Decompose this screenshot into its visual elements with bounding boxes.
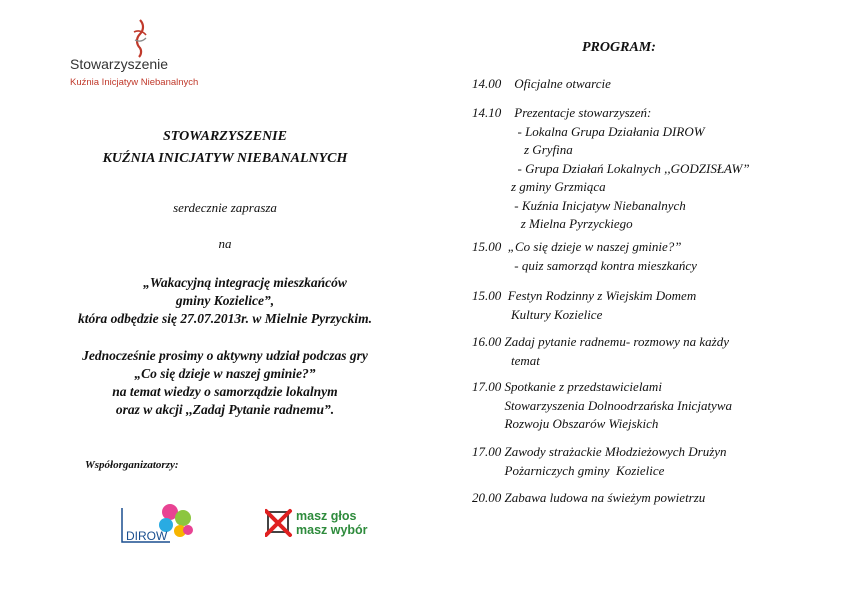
event-line: „Wakacyjną integrację mieszkańców bbox=[143, 275, 347, 290]
program-item bbox=[472, 75, 611, 94]
program-item-line: z Mielna Pyrzyckiego bbox=[472, 216, 633, 231]
dirow-logo-icon bbox=[120, 500, 200, 550]
logo-subtitle: Kuźnia Inicjatyw Niebanalnych bbox=[70, 77, 199, 88]
program-item bbox=[472, 489, 705, 508]
title-line: STOWARZYSZENIE bbox=[163, 129, 287, 144]
note-line: na temat wiedzy o samorządzie lokalnym bbox=[112, 384, 338, 399]
program-item bbox=[472, 333, 729, 370]
program-item bbox=[472, 378, 732, 434]
masz-glos-logo bbox=[296, 509, 368, 537]
program-item bbox=[472, 443, 727, 480]
masz-line: masz głos bbox=[296, 509, 357, 523]
program-item-line: temat bbox=[472, 352, 540, 368]
program-item-line: 17.00 Spotkanie z przedstawicielami bbox=[472, 379, 662, 394]
invitation-title bbox=[40, 126, 410, 170]
program-item-line: Stowarzyszenia Dolnoodrzańska Inicjatywa bbox=[472, 397, 732, 413]
coorganizers-label: Współorganizatorzy: bbox=[85, 459, 179, 471]
logo-name: Stowarzyszenie bbox=[70, 56, 169, 72]
dirow-logo-text: DIROW bbox=[126, 529, 168, 543]
program-heading: PROGRAM: bbox=[582, 40, 656, 55]
program-item bbox=[472, 104, 750, 234]
invites-text: serdecznie zaprasza bbox=[173, 200, 277, 215]
note-line: oraz w akcji ,,Zadaj Pytanie radnemu”. bbox=[115, 402, 335, 417]
program-item-line: z gminy Grzmiąca bbox=[472, 179, 606, 194]
to-text: na bbox=[218, 236, 232, 251]
note-line: Jednocześnie prosimy o aktywny udział podczas gry bbox=[82, 348, 368, 363]
program-item-line: 14.00 Oficjalne otwarcie bbox=[472, 76, 611, 91]
event-line: gminy Kozielice”, bbox=[175, 293, 275, 308]
program-item-line: 17.00 Zawody strażackie Młodzieżowych Drużyn bbox=[472, 444, 727, 459]
title-line: KUŹNIA INICJATYW NIEBANALNYCH bbox=[102, 151, 348, 166]
program-item-line: 15.00 Festyn Rodzinny z Wiejskim Domem bbox=[472, 288, 697, 303]
program-item bbox=[472, 287, 696, 324]
program-item-line: Rozwoju Obszarów Wiejskich bbox=[472, 416, 659, 431]
program-item-line: 20.00 Zabawa ludowa na świeżym powietrzu bbox=[472, 490, 706, 505]
program-item-line: - Lokalna Grupa Działania DIROW bbox=[472, 123, 705, 139]
program-item-line: z Gryfina bbox=[472, 142, 573, 157]
program-item-line: 14.10 Prezentacje stowarzyszeń: bbox=[472, 105, 652, 120]
note-line: „Co się dzieje w naszej gminie?” bbox=[134, 366, 316, 381]
program-item-line: - Grupa Działań Lokalnych ,,GODZISŁAW” bbox=[472, 160, 750, 176]
program-item bbox=[472, 238, 697, 275]
event-line: która odbędzie się 27.07.2013r. w Mielnie Pyrzyckim. bbox=[78, 311, 372, 326]
program-item-line: Kultury Kozielice bbox=[472, 306, 603, 322]
program-item-line: 15.00 „Co się dzieje w naszej gminie?” bbox=[472, 239, 682, 254]
program-item-line: - quiz samorząd kontra mieszkańcy bbox=[472, 257, 697, 273]
association-logo-icon bbox=[128, 18, 152, 58]
event-description bbox=[40, 274, 410, 328]
vote-check-icon bbox=[265, 507, 293, 542]
program-item-line: - Kuźnia Inicjatyw Niebanalnych bbox=[472, 197, 686, 213]
program-item-line: 16.00 Zadaj pytanie radnemu- rozmowy na każdy bbox=[472, 334, 729, 349]
masz-line: masz wybór bbox=[296, 523, 368, 537]
program-item-line: Pożarniczych gminy Kozielice bbox=[472, 462, 665, 478]
note-block bbox=[40, 347, 410, 419]
